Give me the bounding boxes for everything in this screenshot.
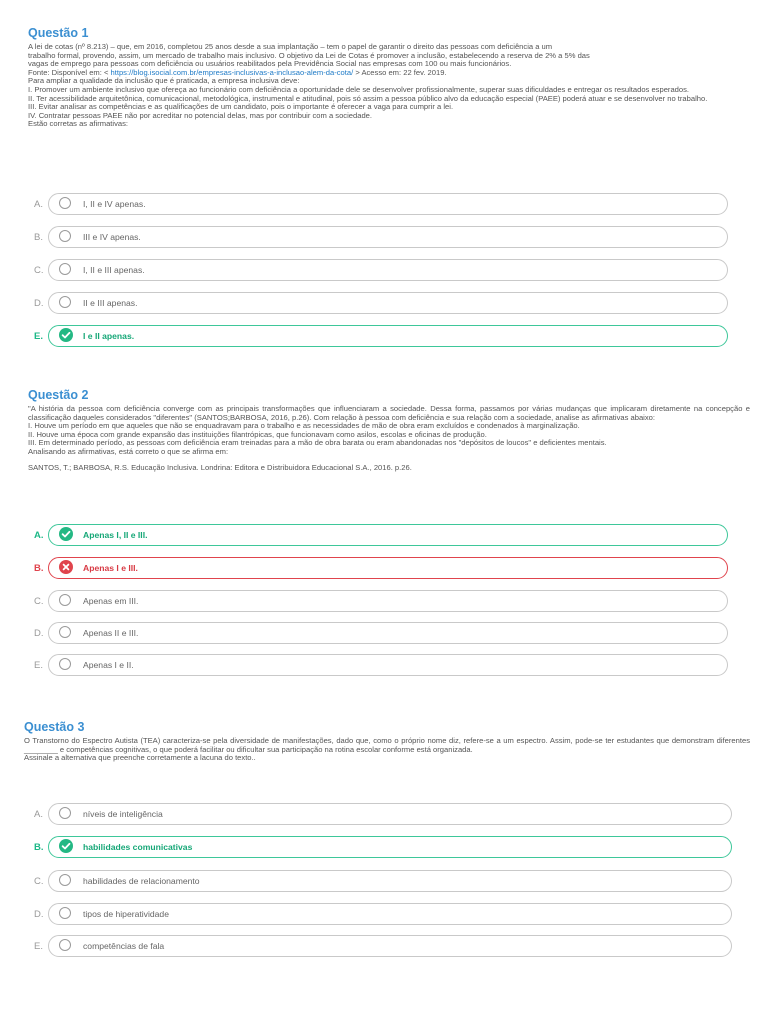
option-label: Apenas I e II.: [83, 660, 134, 670]
option-label: Apenas em III.: [83, 596, 139, 606]
check-icon: [59, 839, 73, 853]
option-label: Apenas I, II e III.: [83, 530, 148, 540]
question-3: [24, 720, 750, 763]
option-label: II e III apenas.: [83, 298, 138, 308]
option-letter: A.: [34, 809, 43, 820]
question-text: [28, 43, 750, 129]
check-icon: [59, 527, 73, 541]
option-d[interactable]: [28, 622, 728, 644]
radio-icon[interactable]: [59, 296, 71, 308]
option-box[interactable]: [48, 226, 728, 248]
option-b[interactable]: [28, 836, 732, 858]
question-paragraph: I. Houve um período em que aqueles que não se enquadravam para o trabalho e as necessidades de mão de obra eram excluídos e condenados à marginalização.: [28, 421, 580, 431]
question-1: [28, 26, 750, 129]
radio-icon[interactable]: [59, 230, 71, 242]
question-title: Questão 2: [28, 388, 89, 402]
option-b[interactable]: [28, 557, 728, 579]
question-paragraph: trabalho formal, provendo, assim, um mercado de trabalho mais inclusivo. O objetivo da Lei de Cotas é promover a inclusão, estabelecendo a reserva de 2% a 5% das: [28, 50, 590, 60]
option-letter: E.: [34, 941, 43, 952]
question-paragraph: Assinale a alternativa que preenche corretamente a lacuna do texto..: [24, 753, 256, 763]
statement: III. Evitar analisar as competências e as qualificações de um candidato, pois o importante é oferecer a vaga para cumprir a lei.: [28, 102, 454, 112]
option-a[interactable]: [28, 193, 728, 215]
option-label: III e IV apenas.: [83, 232, 141, 242]
option-letter: D.: [34, 628, 44, 639]
statement: Estão corretas as afirmativas:: [28, 119, 129, 129]
option-letter: D.: [34, 909, 44, 920]
radio-icon[interactable]: [59, 594, 71, 606]
source-prefix: Fonte: Disponível em: <: [28, 67, 111, 77]
option-label: I, II e III apenas.: [83, 265, 145, 275]
source-suffix: > Acesso em: 22 fev. 2019.: [353, 67, 447, 77]
option-a[interactable]: [28, 803, 732, 825]
option-c[interactable]: [28, 870, 732, 892]
radio-icon[interactable]: [59, 263, 71, 275]
statement: Para ampliar a qualidade da inclusão que é praticada, a empresa inclusiva deve:: [28, 76, 300, 86]
option-box[interactable]: [48, 654, 728, 676]
option-box[interactable]: [48, 259, 728, 281]
statement: II. Ter acessibilidade arquitetônica, comunicacional, metodológica, instrumental e atitudinal, pois só assim a pessoa público alvo da educação especial (PAEE) poderá atuar e se desenvolver no trabalho.: [28, 93, 708, 103]
option-label: habilidades comunicativas: [83, 842, 193, 852]
option-letter: C.: [34, 876, 44, 887]
question-paragraph: A lei de cotas (nº 8.213) – que, em 2016, completou 25 anos desde a sua implantação – tem o papel de garantir o direito das pessoas com deficiência a um: [28, 42, 553, 51]
option-label: competências de fala: [83, 941, 165, 951]
question-paragraph: III. Em determinado período, as pessoas com deficiência eram treinadas para a mão de obra barata ou eram abandonadas nos "depósitos de loucos" e deficientes mentais.: [28, 438, 607, 448]
statement: IV. Contratar pessoas PAEE não por acreditar no potencial delas, mas por contribuir com a sociedade.: [28, 110, 373, 120]
radio-icon[interactable]: [59, 807, 71, 819]
radio-icon[interactable]: [59, 874, 71, 886]
option-letter: C.: [34, 596, 44, 607]
option-box[interactable]: [48, 622, 728, 644]
option-letter: D.: [34, 298, 44, 309]
radio-icon[interactable]: [59, 197, 71, 209]
statement: I. Promover um ambiente inclusivo que ofereça ao funcionário com deficiência a oportunidade dele se desenvolver profissionalmente, superar suas dificuldades e entregar os resultados esperados.: [28, 84, 690, 94]
option-letter: C.: [34, 265, 44, 276]
option-box[interactable]: [48, 292, 728, 314]
option-e[interactable]: [28, 935, 732, 957]
option-b[interactable]: [28, 226, 728, 248]
option-letter: B.: [34, 563, 44, 574]
option-e[interactable]: [28, 325, 728, 347]
question-2: [28, 388, 750, 472]
check-icon: [59, 328, 73, 342]
option-c[interactable]: [28, 590, 728, 612]
question-title: Questão 1: [28, 26, 89, 40]
option-label: tipos de hiperatividade: [83, 909, 169, 919]
option-box[interactable]: [48, 870, 732, 892]
reference: SANTOS, T.; BARBOSA, R.S. Educação Inclusiva. Londrina: Editora e Distribuidora Educacional S.A., 2016. p.26.: [28, 462, 412, 472]
option-e[interactable]: [28, 654, 728, 676]
question-paragraph: O Transtorno do Espectro Autista (TEA) caracteriza-se pela diversidade de manifestações, dado que, como o próprio nome diz, refere-se a um espectro. Assim, pode-se ter estudantes que demonstram diferentes ________ e competências cognitivas, o que poderá facilitar ou dificultar sua participação na rotina escolar conforme está organizada.: [24, 736, 750, 754]
question-paragraph: vagas de emprego para pessoas com deficiência ou usuários reabilitados pela Previdência Social nas empresas com 100 ou mais funcionários.: [28, 59, 512, 69]
question-paragraph: Analisando as afirmativas, está correto o que se afirma em:: [28, 446, 229, 456]
question-text: [28, 405, 750, 472]
question-paragraph: II. Houve uma época com grande expansão das instituições filantrópicas, que funcionavam como asilos, escolas e oficinas de produção.: [28, 429, 487, 439]
option-box[interactable]: [48, 935, 732, 957]
radio-icon[interactable]: [59, 626, 71, 638]
option-label: níveis de inteligência: [83, 809, 163, 819]
option-box[interactable]: [48, 325, 728, 347]
close-icon: [59, 560, 73, 574]
option-d[interactable]: [28, 292, 728, 314]
option-box[interactable]: [48, 193, 728, 215]
option-letter: B.: [34, 232, 43, 243]
option-box[interactable]: [48, 557, 728, 579]
question-paragraph: "A história da pessoa com deficiência converge com as principais transformações que influenciaram a sociedade. Dessa forma, passamos por várias mudanças que implicaram diretamente na concepção e classificação daqueles considerados "diferentes" (SANTOS;BARBOSA, 2016, p.26). Com relação à pessoa com deficiência e sua relação com a sociedade, analise as afirmativas abaixo:: [28, 404, 750, 422]
option-a[interactable]: [28, 524, 728, 546]
question-title: Questão 3: [24, 720, 85, 734]
option-letter: E.: [34, 331, 43, 342]
radio-icon[interactable]: [59, 658, 71, 670]
option-box[interactable]: [48, 836, 732, 858]
source-link[interactable]: https://blog.isocial.com.br/empresas-inclusivas-a-inclusao-alem-da-cota/: [110, 67, 354, 77]
option-label: I, II e IV apenas.: [83, 199, 146, 209]
option-label: habilidades de relacionamento: [83, 876, 200, 886]
option-letter: B.: [34, 842, 44, 853]
radio-icon[interactable]: [59, 939, 71, 951]
option-c[interactable]: [28, 259, 728, 281]
option-box[interactable]: [48, 903, 732, 925]
option-label: Apenas I e III.: [83, 563, 138, 573]
option-label: Apenas II e III.: [83, 628, 139, 638]
option-d[interactable]: [28, 903, 732, 925]
option-box[interactable]: [48, 803, 732, 825]
option-letter: E.: [34, 660, 43, 671]
option-letter: A.: [34, 530, 44, 541]
option-letter: A.: [34, 199, 43, 210]
option-box[interactable]: [48, 590, 728, 612]
option-label: I e II apenas.: [83, 331, 135, 341]
question-text: [24, 737, 750, 763]
option-box[interactable]: [48, 524, 728, 546]
radio-icon[interactable]: [59, 907, 71, 919]
